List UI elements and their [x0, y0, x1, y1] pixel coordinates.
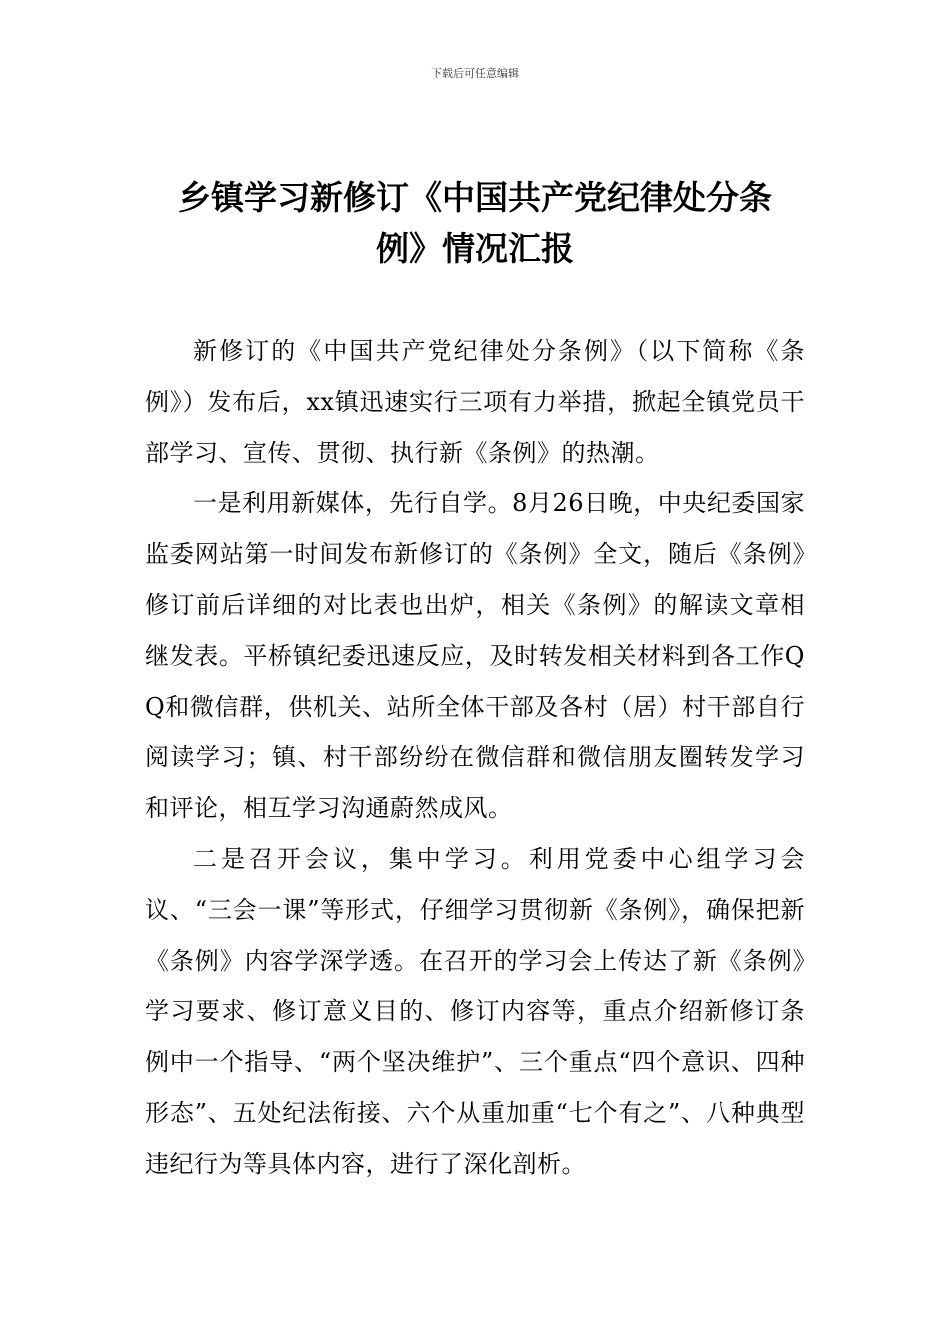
document-title-line-2: 例》情况汇报 — [376, 229, 574, 268]
page-header-note: 下载后可任意编辑 — [431, 67, 519, 80]
paragraph-self-study: 一是利用新媒体，先行自学。8月26日晚，中央纪委国家监委网站第一时间发布新修订的《条例》全文，随后《条例》修订前后详细的对比表也出炉，相关《条例》的解读文章相继发表。平桥镇纪委迅速反应，及时转发相关材料到各工作QQ和微信群，供机关、站所全体干部及各村（居）村干部自行阅读学习；镇、村干部纷纷在微信群和微信朋友圈转发学习和评论，相互学习沟通蔚然成风。 — [145, 489, 805, 823]
paragraph-group-study: 二是召开会议，集中学习。利用党委中心组学习会议、“三会一课”等形式，仔细学习贯彻新《条例》，确保把新《条例》内容学深学透。在召开的学习会上传达了新《条例》学习要求、修订意义目的、修订内容等，重点介绍新修订条例中一个指导、“两个坚决维护”、三个重点“四个意识、四种形态”、五处纪法衔接、六个从重加重“七个有之”、八种典型违纪行为等具体内容，进行了深化剖析。 — [145, 844, 805, 1178]
paragraph-intro: 新修订的《中国共产党纪律处分条例》（以下简称《条例》）发布后，xx镇迅速实行三项有力举措，掀起全镇党员干部学习、宣传、贯彻、执行新《条例》的热潮。 — [145, 337, 805, 467]
document-title-line-1: 乡镇学习新修订《中国共产党纪律处分条 — [178, 178, 772, 217]
document-body — [145, 326, 805, 1190]
document-title — [145, 172, 805, 274]
